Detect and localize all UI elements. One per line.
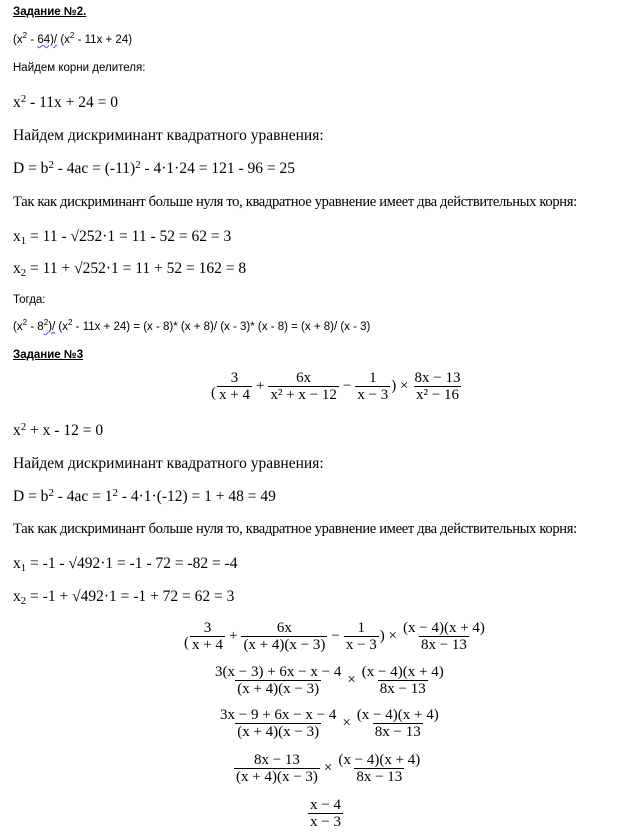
fraction: $\frac{1}{x - 3}$: [345, 620, 377, 653]
task2-discriminant: $D = b^2 - 4ac = (-11)^2 - 4\cdot 1\cdot 24 = 121 - 96 = 25$: [13, 159, 295, 177]
task3-formula-3: $\frac{3(x - 3) + 6x - x - 4}{(x + 4)(x - 3)}$ × $\frac{(x - 4)(x + 4)}{8x - 13}$: [215, 664, 444, 697]
task2-two-roots: Так как дискриминант больше нуля то, квадратное уравнение имеет два действительных корня:: [13, 194, 577, 210]
task3-equation: $x^2 + x - 12 = 0$: [13, 421, 104, 439]
fraction: $\frac{8x - 13}{(x + 4)(x - 3)}$: [236, 752, 318, 785]
fraction: $\frac{(x - 4)(x + 4)}{8x - 13}$: [361, 664, 444, 697]
task3-discriminant: $D = b^2 - 4ac = 1^2 - 4\cdot 1\cdot(-12) = 1 + 48 = 49$: [13, 487, 276, 505]
task3-formula-4: $\frac{3x - 9 + 6x - x - 4}{(x + 4)(x - 3)}$ × $\frac{(x - 4)(x + 4)}{8x - 13}$: [220, 707, 439, 740]
fraction: $\frac{1}{x - 3}$: [357, 370, 389, 403]
task3-formula-5: $\frac{8x - 13}{(x + 4)(x - 3)}$ × $\frac{(x - 4)(x + 4)}{8x - 13}$: [236, 752, 421, 785]
task3-root-x1: $x_1 = -1 - √492\cdot 1 = -1 - 72 = -82 = -4$: [13, 555, 238, 574]
task3-formula-2: ( $\frac{3}{x + 4}$ + $\frac{6x}{(x + 4)(x - 3)}$ − $\frac{1}{x - 3}$ ) × $\frac{(x - 4)(x + 4)}{8x - 13}$: [184, 620, 485, 653]
task2-then: Тогда:: [13, 294, 46, 306]
spellcheck-underline: $^2$)/: [43, 318, 56, 333]
task3-title: Задание №3: [13, 349, 84, 361]
task2-find-roots: Найдем корни делителя:: [13, 62, 146, 74]
task3-root-x2: $x_2 = -1 + √492\cdot 1 = -1 + 72 = 62 = 3$: [13, 588, 235, 607]
task2-root-x1: $x_1 = 11 - √252\cdot 1 = 11 - 52 = 62 = 3$: [13, 228, 232, 247]
task3-disc-heading: Найдем дискриминант квадратного уравнения:: [13, 455, 324, 472]
fraction: $\frac{6x}{\text{x² + x − 12}}$: [270, 370, 337, 403]
task3-formula-6: [307, 797, 344, 830]
task2-root-x2: $x_2 = 11 + √252\cdot 1 = 11 + 52 = 162 = 8$: [13, 260, 247, 279]
fraction: $\frac{(x - 4)(x + 4)}{8x - 13}$: [356, 707, 439, 740]
fraction: $\frac{3x - 9 + 6x - x - 4}{(x + 4)(x - 3)}$: [220, 707, 337, 740]
fraction: $\frac{6x}{(x + 4)(x - 3)}$: [243, 620, 326, 653]
task2-expression: $(x^2 - 64)/$ $(x^2 - 11x + 24)$: [13, 31, 133, 46]
task2-final-expression: $(x^2 - 8^2)/$ $(x^2 - 11x + 24) = (x - 8)*$ (x + 8)/ (x - 3)* (x - 8) = (x + 8)/ (x - 3): [13, 318, 371, 333]
fraction: $\frac{3}{x + 4}$: [192, 620, 223, 653]
task2-disc-heading: Найдем дискриминант квадратного уравнения:: [13, 127, 324, 144]
task2-title: Задание №2.: [13, 6, 87, 18]
spellcheck-underline: 64)/: [37, 34, 58, 46]
fraction: $\frac{8x - 13}{\text{x² − 16}}$: [414, 370, 461, 403]
fraction: $\frac{x - 4}{x - 3}$: [310, 797, 341, 830]
fraction: $\frac{(x - 4)(x + 4)}{8x - 13}$: [403, 620, 485, 653]
fraction: $\frac{3}{x + 4}$: [219, 370, 250, 403]
task3-two-roots: Так как дискриминант больше нуля то, квадратное уравнение имеет два действительных корня:: [13, 521, 577, 537]
fraction: $\frac{(x - 4)(x + 4)}{8x - 13}$: [338, 752, 421, 785]
task3-formula-1: ( $\frac{3}{x + 4}$ + $\frac{6x}{\text{x² + x − 12}}$ − $\frac{1}{x - 3}$ ) × $\frac{8x - 13}{\text{x² − 16}}$: [211, 370, 461, 403]
fraction: $\frac{3(x - 3) + 6x - x - 4}{(x + 4)(x - 3)}$: [215, 664, 342, 697]
task2-equation: $x^2 - 11x + 24 = 0$: [13, 93, 118, 111]
